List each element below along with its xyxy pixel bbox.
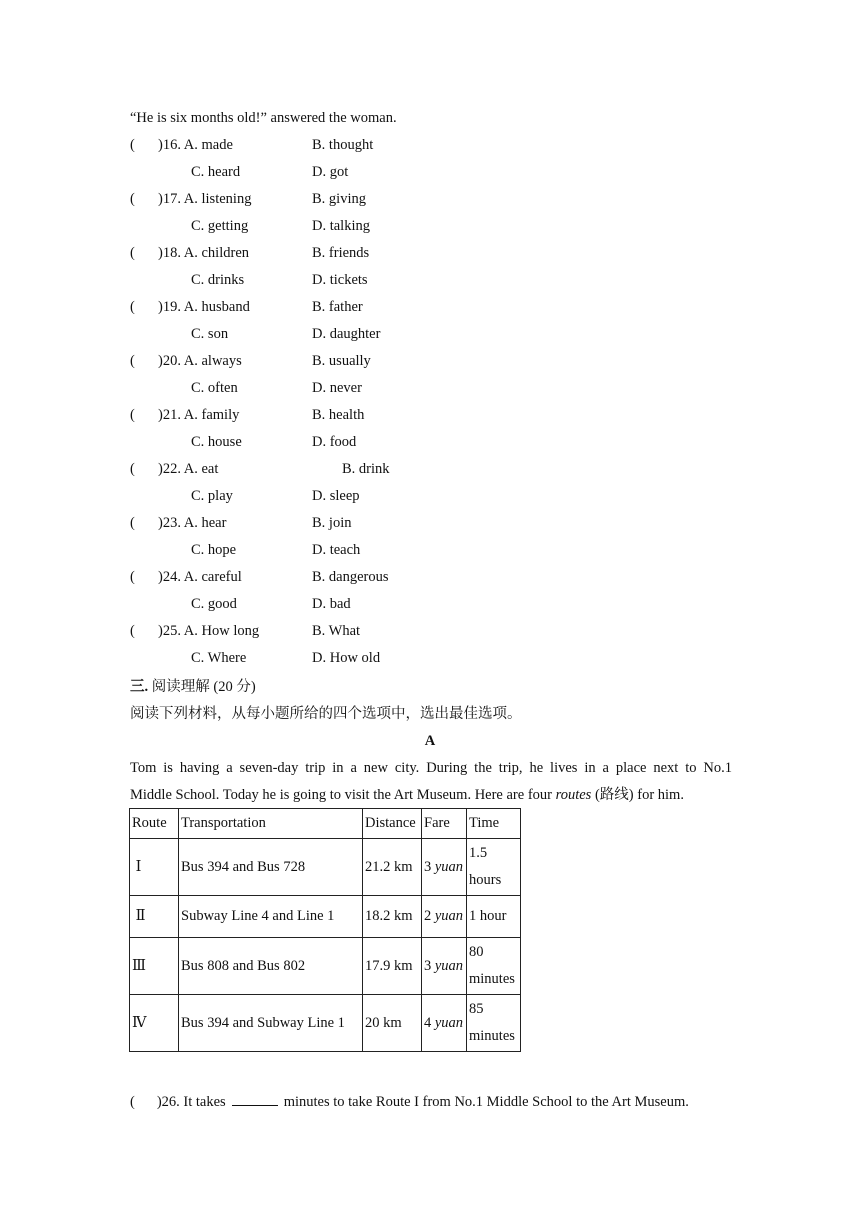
time-cell — [467, 995, 521, 1052]
route-cell: Ⅲ — [130, 938, 179, 995]
option-c: C. play — [191, 488, 233, 504]
time-unit: hours — [469, 872, 502, 888]
fare-unit: yuan — [434, 957, 464, 974]
option-d: D. How old — [312, 650, 381, 666]
routes-table — [129, 808, 521, 1052]
passage-line-2-text: Middle School. Today he is going to visit the Art Museum. Here are four — [130, 787, 552, 803]
fare-amount: 3 — [424, 957, 432, 974]
option-a: )21. A. family — [158, 407, 240, 423]
transport-cell: Bus 394 and Subway Line 1 — [179, 995, 363, 1052]
table-row — [130, 839, 521, 896]
option-b: B. giving — [312, 191, 366, 207]
option-d: D. teach — [312, 542, 361, 558]
option-a: )19. A. husband — [158, 299, 250, 315]
fare-cell — [422, 938, 467, 995]
distance-cell: 18.2 km — [363, 896, 422, 938]
transport-cell: Subway Line 4 and Line 1 — [179, 896, 363, 938]
time-cell — [467, 839, 521, 896]
route-numeral: Ⅱ — [135, 908, 146, 924]
table-header-row — [130, 809, 521, 839]
option-a: )18. A. children — [158, 245, 250, 261]
fare-amount: 2 — [424, 908, 432, 924]
option-b: B. drink — [342, 461, 390, 477]
answer-paren[interactable]: ( — [130, 515, 135, 531]
route-cell: Ⅳ — [130, 995, 179, 1052]
option-a: )25. A. How long — [158, 623, 260, 639]
answer-paren[interactable]: ( — [130, 569, 135, 585]
option-a: )17. A. listening — [158, 191, 252, 207]
time-value: 80 — [469, 944, 484, 960]
transport-cell: Bus 808 and Bus 802 — [179, 938, 363, 995]
header-time: Time — [467, 809, 521, 839]
option-d: D. sleep — [312, 488, 360, 504]
option-d: D. tickets — [312, 272, 368, 288]
option-a: )24. A. careful — [158, 569, 242, 585]
option-b: B. usually — [312, 353, 371, 369]
answer-paren[interactable]: ( — [130, 191, 135, 207]
time-unit: minutes — [469, 1028, 515, 1044]
table-row — [130, 896, 521, 938]
option-d: D. never — [312, 380, 362, 396]
header-route: Route — [130, 809, 179, 839]
option-c: C. getting — [191, 218, 249, 234]
option-b: B. friends — [312, 245, 370, 261]
fare-cell — [422, 896, 467, 938]
routes-word: routes — [555, 787, 592, 803]
option-b: B. father — [312, 299, 363, 315]
transport-cell: Bus 394 and Bus 728 — [179, 839, 363, 896]
instructions: 阅读下列材料，从每小题所给的四个选项中，选出最佳选项。 — [130, 706, 522, 722]
distance-cell: 21.2 km — [363, 839, 422, 896]
option-a: )20. A. always — [158, 353, 242, 369]
option-d: D. daughter — [312, 326, 381, 342]
time-unit: minutes — [469, 971, 515, 987]
answer-paren[interactable]: ( — [130, 137, 135, 153]
fare-unit: yuan — [434, 908, 464, 924]
option-c: C. hope — [191, 542, 237, 558]
option-a: )22. A. eat — [158, 461, 219, 477]
passage-line-1: Tom is having a seven-day trip in a new city. During the trip, he lives in a place next to No.1 — [130, 760, 732, 776]
option-b: B. thought — [312, 137, 374, 153]
option-b: B. health — [312, 407, 365, 423]
time-value: 85 — [469, 1001, 484, 1017]
route-cell — [130, 896, 179, 938]
option-d: D. talking — [312, 218, 370, 234]
fare-unit: yuan — [434, 1014, 464, 1031]
header-fare: Fare — [422, 809, 467, 839]
passage-line-2-end: (路线) for him. — [594, 787, 684, 803]
option-c: C. drinks — [191, 272, 245, 288]
answer-paren[interactable]: ( — [130, 245, 135, 261]
option-b: B. join — [312, 515, 352, 531]
distance-cell: 20 km — [363, 995, 422, 1052]
option-c: C. son — [191, 326, 229, 342]
option-c: C. Where — [191, 650, 247, 666]
route-cell — [130, 839, 179, 896]
section-title-text: 阅读理解 (20 分) — [148, 679, 256, 695]
passage-line-2 — [130, 785, 684, 805]
answer-paren[interactable]: ( — [130, 623, 135, 639]
fare-unit: yuan — [434, 858, 464, 875]
route-numeral: Ⅰ — [135, 858, 142, 875]
option-d: D. bad — [312, 596, 351, 612]
question-26-prefix: )26. It takes — [156, 1094, 226, 1110]
passage-label: A — [424, 733, 436, 749]
section-number: 三. — [130, 679, 149, 695]
option-b: B. dangerous — [312, 569, 389, 585]
fare-amount: 3 — [424, 858, 432, 875]
option-b: B. What — [312, 623, 361, 639]
distance-cell: 17.9 km — [363, 938, 422, 995]
option-c: C. often — [191, 380, 238, 396]
option-c: C. heard — [191, 164, 241, 180]
question-26-suffix: minutes to take Route I from No.1 Middle School to the Art Museum. — [283, 1094, 689, 1110]
header-transportation: Transportation — [179, 809, 363, 839]
answer-paren[interactable]: ( — [130, 461, 135, 477]
table-row — [130, 995, 521, 1052]
option-d: D. food — [312, 434, 357, 450]
answer-paren[interactable]: ( — [130, 299, 135, 315]
time-value: 1.5 — [469, 845, 488, 861]
table-row — [130, 938, 521, 995]
answer-paren[interactable]: ( — [130, 353, 135, 369]
option-c: C. good — [191, 596, 237, 612]
answer-paren: ( — [130, 1094, 135, 1110]
fill-blank[interactable] — [232, 1091, 278, 1106]
header-distance: Distance — [363, 809, 422, 839]
answer-paren[interactable]: ( — [130, 407, 135, 423]
fare-cell — [422, 839, 467, 896]
option-c: C. house — [191, 434, 242, 450]
question-26 — [130, 1091, 689, 1112]
section-title — [130, 677, 256, 697]
option-a: )23. A. hear — [158, 515, 227, 531]
fare-amount: 4 — [424, 1014, 432, 1031]
option-d: D. got — [312, 164, 349, 180]
intro-line: “He is six months old!” answered the woman. — [130, 110, 397, 126]
option-a: )16. A. made — [158, 137, 233, 153]
fare-cell — [422, 995, 467, 1052]
time-cell: 1 hour — [467, 896, 521, 938]
time-cell — [467, 938, 521, 995]
